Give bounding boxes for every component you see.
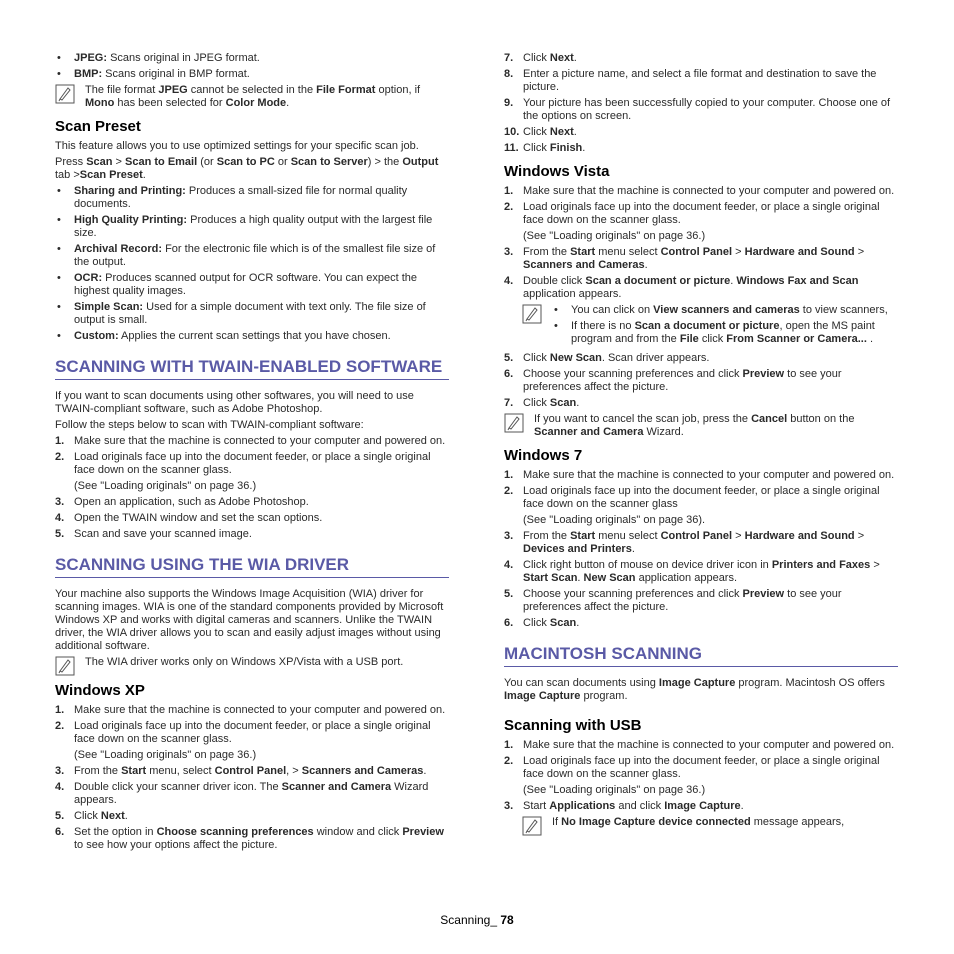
note-wia: The WIA driver works only on Windows XP/Vista with a USB port. bbox=[55, 656, 449, 676]
left-column bbox=[55, 52, 449, 855]
note-image-capture: If No Image Capture device connected message appears, bbox=[504, 816, 898, 836]
xp-steps-cont-right bbox=[504, 52, 898, 155]
list-item: 3. From the Start menu select Control Panel > Hardware and Sound > Devices and Printers. bbox=[504, 530, 865, 555]
list-item: 1. Make sure that the machine is connected to your computer and powered on. bbox=[55, 435, 446, 447]
vista-steps-cont bbox=[504, 246, 898, 301]
page-footer bbox=[0, 914, 954, 927]
list-item: 1. Make sure that the machine is connected to your computer and powered on. bbox=[55, 704, 446, 716]
footer-label: Scanning_ bbox=[440, 913, 501, 927]
note-pen-icon bbox=[504, 413, 524, 433]
page-reference: (See "Loading originals" on page 36.) bbox=[523, 784, 706, 796]
wia-intro: Your machine also supports the Windows Image Acquisition (WIA) driver for scanning images. WIA is one of the standard components provided by Microsoft Windows XP and works with digital cameras and scanners. Unlike the TWAIN driver, the WIA driver allows you to scan and easily adjust images without using additional software. bbox=[55, 588, 444, 652]
list-item: • Custom: Applies the current scan settings that you have chosen. bbox=[55, 330, 449, 343]
list-item: 1. Make sure that the machine is connected to your computer and powered on. bbox=[504, 185, 895, 197]
list-item: 6. Set the option in Choose scanning preferences window and click Preview to see how your options affect the picture. bbox=[55, 826, 444, 851]
xp-steps-cont bbox=[55, 765, 449, 852]
note-pen-icon bbox=[55, 656, 75, 676]
list-item: 4. Double click your scanner driver icon. The Scanner and Camera Wizard appears. bbox=[55, 781, 429, 806]
windows-xp-heading: Windows XP bbox=[55, 682, 145, 699]
note-vista-scanners bbox=[504, 304, 898, 346]
list-item: 5. Scan and save your scanned image. bbox=[55, 528, 252, 540]
mac-intro: You can scan documents using Image Capture program. Macintosh OS offers Image Capture program. bbox=[504, 677, 885, 702]
list-item: • OCR: Produces scanned output for OCR software. You can expect the highest quality images. bbox=[55, 272, 449, 298]
list-item: 8. Enter a picture name, and select a file format and destination to save the picture. bbox=[504, 68, 877, 93]
list-item: 9. Your picture has been successfully copied to your computer. Choose one of the options on screen. bbox=[504, 97, 891, 122]
usb-steps bbox=[504, 739, 898, 781]
list-item: 2. Load originals face up into the document feeder, or place a single original face down on the scanner glass. bbox=[55, 720, 431, 745]
page-reference: (See "Loading originals" on page 36.) bbox=[523, 230, 706, 242]
page-reference: (See "Loading originals" on page 36.) bbox=[74, 480, 257, 492]
page-reference: (See "Loading originals" on page 36.) bbox=[74, 749, 257, 761]
list-item: • Sharing and Printing: Produces a small-sized file for normal quality documents. bbox=[55, 185, 449, 211]
scan-preset-heading: Scan Preset bbox=[55, 118, 141, 135]
list-item: • If there is no Scan a document or picture, open the MS paint program and from the File click From Scanner or Camera... . bbox=[552, 320, 898, 346]
list-item: 7. Click Scan. bbox=[504, 397, 580, 409]
list-item: 3. From the Start menu, select Control Panel, > Scanners and Cameras. bbox=[55, 765, 427, 777]
vista-steps bbox=[504, 185, 898, 227]
list-item: 7. Click Next. bbox=[504, 52, 577, 64]
list-item: • Archival Record: For the electronic file which is of the smallest file size of the output. bbox=[55, 243, 449, 269]
list-item: • JPEG: Scans original in JPEG format. bbox=[55, 52, 449, 65]
note-pen-icon bbox=[522, 816, 542, 836]
list-item: 5. Click New Scan. Scan driver appears. bbox=[504, 352, 710, 364]
note-list bbox=[552, 304, 898, 346]
list-item: • High Quality Printing: Produces a high quality output with the largest file size. bbox=[55, 214, 449, 240]
list-item: • BMP: Scans original in BMP format. bbox=[55, 68, 449, 81]
note-jpeg: The file format JPEG cannot be selected in the File Format option, if Mono has been selected for Color Mode. bbox=[55, 84, 449, 110]
list-item: 2. Load originals face up into the document feeder, or place a single original face down on the scanner glass. bbox=[55, 451, 431, 476]
windows-vista-heading: Windows Vista bbox=[504, 163, 610, 180]
list-item: • You can click on View scanners and cameras to view scanners, bbox=[552, 304, 898, 317]
list-item: 2. Load originals face up into the document feeder, or place a single original face down on the scanner glass. bbox=[504, 201, 880, 226]
list-item: 6. Choose your scanning preferences and click Preview to see your preferences affect the picture. bbox=[504, 368, 842, 393]
scan-preset-path: Press Scan > Scan to Email (or Scan to PC or Scan to Server) > the Output tab >Scan Preset. bbox=[55, 156, 439, 181]
list-item: 2. Load originals face up into the document feeder, or place a single original face down on the scanner glass. bbox=[504, 755, 880, 780]
twain-intro: If you want to scan documents using other softwares, you will need to use TWAIN-compliant software, such as Adobe Photoshop. bbox=[55, 390, 414, 415]
twain-heading: SCANNING WITH TWAIN-ENABLED SOFTWARE bbox=[55, 357, 449, 380]
scanning-usb-heading: Scanning with USB bbox=[504, 717, 642, 734]
page-reference: (See "Loading originals" on page 36). bbox=[523, 514, 706, 526]
twain-steps bbox=[55, 435, 449, 477]
list-item: 3. From the Start menu select Control Panel > Hardware and Sound > Scanners and Cameras. bbox=[504, 246, 865, 271]
list-item: 10. Click Next. bbox=[504, 126, 577, 138]
wia-heading: SCANNING USING THE WIA DRIVER bbox=[55, 555, 449, 578]
scan-preset-intro: This feature allows you to use optimized settings for your specific scan job. bbox=[55, 140, 419, 152]
note-pen-icon bbox=[522, 304, 542, 324]
usb-steps-cont bbox=[504, 800, 898, 813]
list-item: 4. Double click Scan a document or picture. Windows Fax and Scan application appears. bbox=[504, 275, 859, 300]
list-item: 4. Open the TWAIN window and set the scan options. bbox=[55, 512, 323, 524]
list-item: 5. Click Next. bbox=[55, 810, 128, 822]
note-pen-icon bbox=[55, 84, 75, 104]
twain-follow: Follow the steps below to scan with TWAIN-compliant software: bbox=[55, 419, 364, 431]
list-item: 3. Open an application, such as Adobe Photoshop. bbox=[55, 496, 309, 508]
list-item: 11. Click Finish. bbox=[504, 142, 586, 154]
right-column bbox=[504, 52, 898, 842]
win7-steps bbox=[504, 469, 898, 511]
macintosh-heading: MACINTOSH SCANNING bbox=[504, 644, 898, 667]
list-item: 1. Make sure that the machine is connected to your computer and powered on. bbox=[504, 469, 895, 481]
note-cancel: If you want to cancel the scan job, press the Cancel button on the Scanner and Camera Wizard. bbox=[504, 413, 898, 439]
list-item: 3. Start Applications and click Image Capture. bbox=[504, 800, 744, 812]
list-item: 6. Click Scan. bbox=[504, 617, 580, 629]
vista-steps-end bbox=[504, 352, 898, 410]
xp-steps bbox=[55, 704, 449, 746]
list-item: 1. Make sure that the machine is connected to your computer and powered on. bbox=[504, 739, 895, 751]
win7-steps-cont bbox=[504, 530, 898, 630]
page-number: 78 bbox=[500, 913, 514, 927]
list-item: 2. Load originals face up into the document feeder, or place a single original face down on the scanner glass bbox=[504, 485, 880, 510]
list-item: 4. Click right button of mouse on device driver icon in Printers and Faxes > Start Scan. New Scan application appears. bbox=[504, 559, 880, 584]
format-list bbox=[55, 52, 449, 81]
list-item: • Simple Scan: Used for a simple document with text only. The file size of output is small. bbox=[55, 301, 449, 327]
windows-7-heading: Windows 7 bbox=[504, 447, 583, 464]
twain-steps-cont bbox=[55, 496, 449, 541]
scan-preset-list bbox=[55, 185, 449, 343]
list-item: 5. Choose your scanning preferences and click Preview to see your preferences affect the picture. bbox=[504, 588, 842, 613]
